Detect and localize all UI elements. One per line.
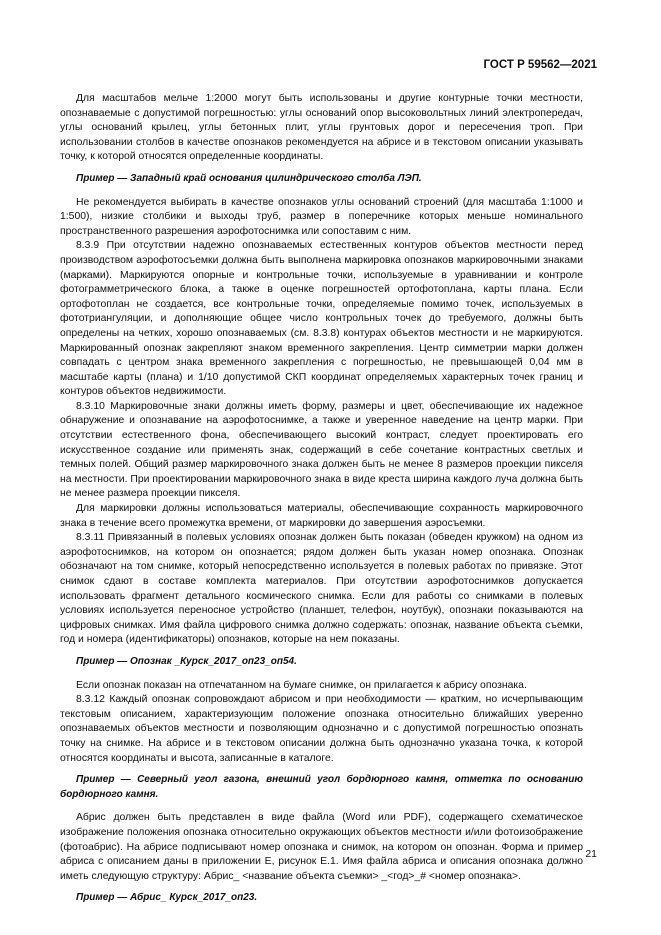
example-paragraph: Пример — Западный край основания цилиндрического столба ЛЭП.: [76, 172, 422, 184]
paragraph: Для маркировки должны использоваться материалы, обеспечивающие сохранность маркировочного знака в течение всего промежутка времени, от маркировки до завершения аэросъемки.: [60, 503, 583, 529]
paragraph: Если опознак показан на отпечатанном на бумаге снимке, он прилагается к абрису опознака.: [76, 679, 527, 691]
paragraph: 8.3.9 При отсутствии надежно опознаваемых естественных контуров объектов местности перед производством аэрофотосъемки должна быть выполнена маркировка опознаков маркировочными знаками (марками). Маркируются опорные и контрольные точки, используемые в уравнивании и контроле фотограмметрического блока, а также в оценке погрешностей ортофотоплана, карты плана. Если ортофотоплан не создается, все контрольные точки, определяемые помимо точек, используемых в фототриангуляции, и дополняющие общее число контрольных точек до требуемого, должны быть определены на четких, хорошо опознаваемых (см. 8.3.8) контурах объектов местности и не маркируются. Маркированный опознак закрепляют знаком временного закрепления. Центр симметрии марки должен совпадать с центром знака временного закрепления с погрешностью, не превышающей 0,04 мм в масштабе карты (плана) и 1/10 допустимой СКП координат определяемых характерных точек границ и контуров объектов недвижимости.: [60, 240, 583, 398]
document-body: [60, 92, 583, 915]
paragraph: 8.3.12 Каждый опознак сопровождают абрисом и при необходимости — кратким, но исчерпывающим текстовым описанием, характеризующим положение опознака относительно ближайших уверенно опознаваемых объектов местности и позволяющим однозначно и с допустимой погрешностью опознать точку на снимке. На абрисе и в текстовом описании должна быть однозначно указана точка, к которой относятся координаты и высота, записанные в каталоге.: [60, 694, 583, 764]
paragraph: 8.3.10 Маркировочные знаки должны иметь форму, размеры и цвет, обеспечивающие их надежное обнаружение и опознавание на аэрофотоснимке, а также и уверенное наведение на центр марки. При отсутствии естественного фона, обеспечивающего высокий контраст, следует проектировать его искусственное создание или применять знак, содержащий в себе сочетание контрастных светлых и темных полей. Общий размер маркировочного знака должен быть не менее 8 размеров проекции пикселя на местности. При проектировании маркировочного знака в виде креста ширина каждого луча должна быть не менее размера проекции пикселя.: [60, 400, 583, 500]
paragraph: Для масштабов мельче 1:2000 могут быть использованы и другие контурные точки местности, опознаваемые с допустимой погрешностью: углы оснований опор высоковольтных линий электропередач, углы оснований крылец, углы бетонных плит, углы грунтовых дорог и пересечения троп. При использовании столбов в качестве опознаков рекомендуется на абрисе и в текстовом описании указывать точку, к которой относятся определенные координаты.: [60, 93, 583, 163]
document-header: ГОСТ Р 59562—2021: [483, 59, 597, 71]
paragraph: 8.3.11 Привязанный в полевых условиях опознак должен быть показан (обведен кружком) на одном из аэрофотоснимков, на котором он опознается; рядом должен быть указан номер опознака. Опознак обозначают на том снимке, который непосредственно используется в полевых работах по привязке. Этот снимок сдают в составе комплекта материалов. При отсутствии аэрофотоснимков допускается использовать фрагмент детального космического снимка. Если для работы со снимками в полевых условиях используется переносное устройство (планшет, телефон, ноутбук), опознаки показываются на цифровых снимках. Имя файла цифрового снимка должно содержать: опознак, название объекта съемки, год и номера (идентификаторы) опознаков, которые на нем показаны.: [60, 532, 583, 646]
page-number: 21: [585, 848, 597, 860]
paragraph: Абрис должен быть представлен в виде файла (Word или PDF), содержащего схематическое изображение положения опознака относительно окружающих объектов местности и/или фотоизображение (фотоабрис). На абрисе подписывают номер опознака и снимок, на котором он опознан. Форма и пример абриса с описанием даны в приложении Е, рисунок Е.1. Имя файла абриса и описания опознака должно иметь следующую структуру: Абрис_ <название объекта съемки> _<год>_# <номер опознака>.: [60, 812, 583, 882]
example-paragraph: Пример — Опознак _Курск_2017_оп23_оп54.: [76, 655, 297, 667]
example-paragraph: Пример — Северный угол газона, внешний угол бордюрного камня, отметка по основанию бордюрного камня.: [60, 774, 583, 800]
paragraph: Не рекомендуется выбирать в качестве опознаков углы оснований строений (для масштаба 1:1000 и 1:500), низкие столбики и выходы труб, размер в поперечнике которых меньше номинального пространственного разрешения аэрофотоснимка или сопоставим с ним.: [60, 196, 583, 237]
example-paragraph: Пример — Абрис_ Курск_2017_оп23.: [76, 892, 258, 904]
